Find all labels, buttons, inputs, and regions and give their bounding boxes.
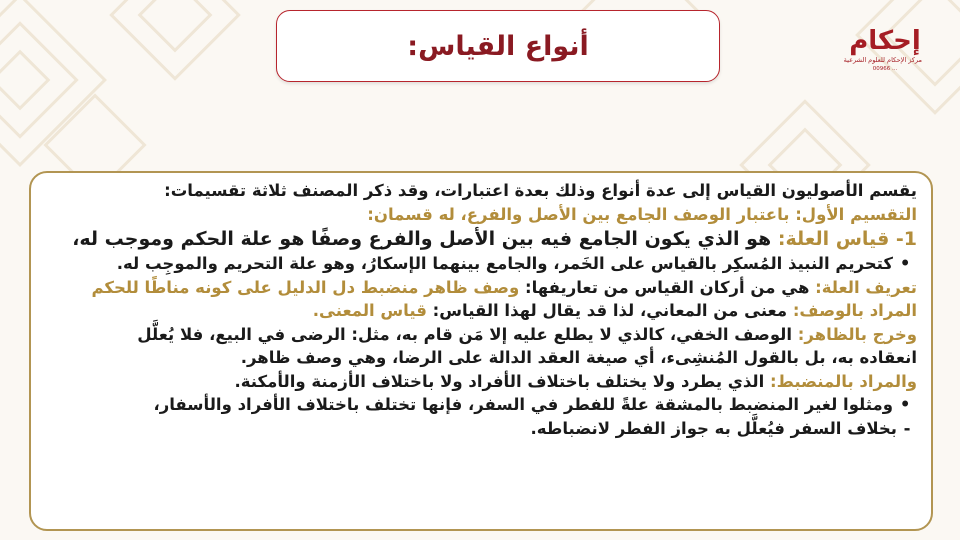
bullet-icon: • — [899, 395, 911, 414]
description-term: قياس المعنى. — [312, 301, 427, 320]
controlled-label: والمراد بالمنضبط: — [770, 371, 917, 391]
item1-line — [45, 226, 917, 252]
logo-subtitle: مركز الإحكام للعلوم الشرعية — [843, 56, 922, 64]
example1-text: كتحريم النبيذ المُسكِر بالقياس على الخَمر، والجامع بينهما الإسكارُ، وهو علة التحريم والموجِب له. — [116, 254, 893, 273]
example2-text: ومثلوا لغير المنضبط بالمشقة علةً للفطر في السفر، فإنها تختلف باختلاف الأفراد والأسفار، — [153, 395, 893, 414]
definition-text: وصف ظاهر منضبط دل الدليل على كونه مناطًا للحكم — [91, 277, 520, 297]
definition-line — [45, 276, 917, 300]
example1-line — [45, 252, 917, 276]
example2-line — [45, 393, 917, 417]
intro-line — [45, 179, 917, 203]
brand-logo — [843, 26, 922, 94]
description-label: المراد بالوصف: — [792, 301, 917, 320]
apparent-label: وخرج بالظاهر: — [797, 324, 917, 344]
item1-label: 1- قياس العلة: — [777, 228, 917, 250]
first-division-text: التقسيم الأول: باعتبار الوصف الجامع بين الأصل والفرع، له قسمان: — [367, 204, 917, 224]
slide-title: أنواع القياس: — [407, 30, 589, 62]
apparent-continuation-line — [45, 346, 917, 370]
conclusion-text: بخلاف السفر فيُعلَّل به جواز الفطر لانضباطه. — [530, 418, 897, 438]
controlled-line — [45, 370, 917, 394]
bullet-icon: • — [899, 254, 911, 273]
definition-middle: هي من أركان القياس من تعاريفها: — [519, 277, 816, 297]
dash-icon: - — [903, 418, 911, 438]
apparent-continuation-text: انعقاده به، بل بالقول المُنشِىء، أي صيغة العقد الدالة على الرضا، وهي وصف ظاهر. — [240, 348, 917, 367]
title-box — [276, 10, 720, 82]
conclusion-line — [45, 417, 917, 441]
first-division-line — [45, 203, 917, 227]
item1-text: هو الذي يكون الجامع فيه بين الأصل والفرع وصفًا هو علة الحكم وموجب له، — [72, 228, 778, 250]
logo-phone: 00966 ... — [872, 66, 898, 72]
controlled-text: الذي يطرد ولا يختلف باختلاف الأفراد ولا باختلاف الأزمنة والأمكنة. — [234, 371, 771, 391]
apparent-text: الوصف الخفي، كالذي لا يطلع عليه إلا مَن قام به، مثل: الرضى في البيع، فلا يُعلَّل — [137, 324, 798, 344]
content-box — [29, 171, 933, 531]
description-line — [45, 299, 917, 323]
apparent-line — [45, 323, 917, 347]
definition-label: تعريف العلة: — [815, 277, 917, 297]
logo-name: إحكام — [849, 26, 921, 56]
intro-text: يقسم الأصوليون القياس إلى عدة أنواع وذلك بعدة اعتبارات، وقد ذكر المصنف ثلاثة تقسيمات: — [164, 181, 917, 200]
content-lines — [45, 179, 917, 440]
description-text: معنى من المعاني، لذا قد يقال لهذا القياس: — [426, 301, 793, 320]
